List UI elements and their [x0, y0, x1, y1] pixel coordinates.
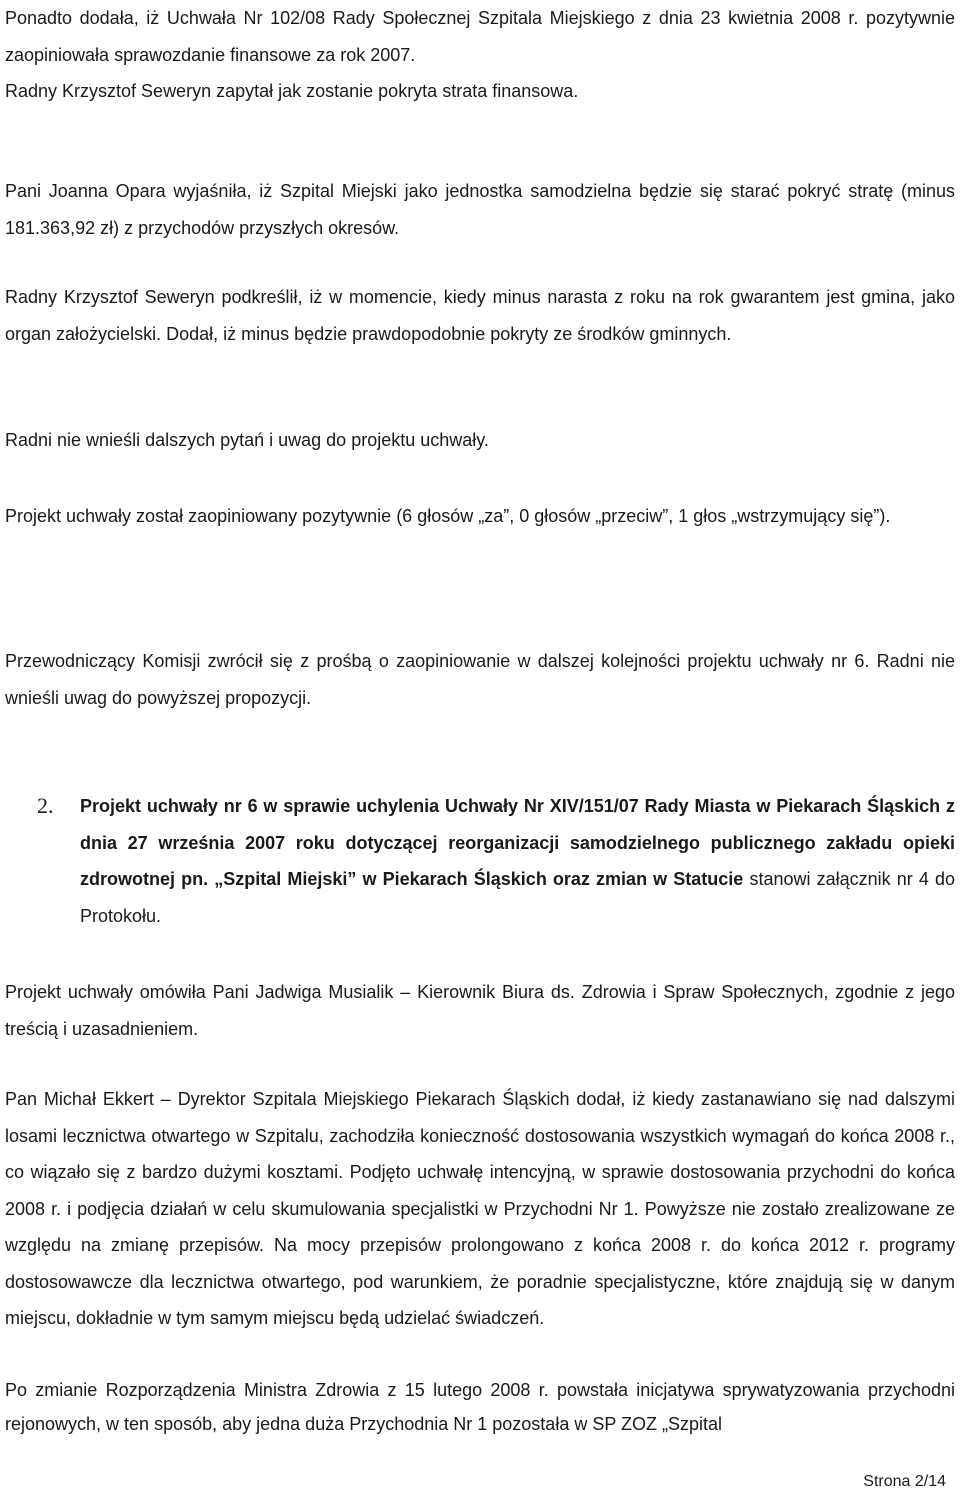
- paragraph-no-further-questions: Radni nie wnieśli dalszych pytań i uwag do projektu uchwały.: [5, 430, 489, 450]
- paragraph-chairman-request: Przewodniczący Komisji zwrócił się z prośbą o zaopiniowanie w dalszej kolejności projektu uchwały nr 6. Radni nie wnieśli uwag do powyższej propozycji.: [5, 651, 955, 708]
- agenda-item-title: Projekt uchwały nr 6 w sprawie uchylenia Uchwały Nr XIV/151/07 Rady Miasta w Piekarach Śląskich z dnia 27 września 2007 roku dotyczącej reorganizacji samodzielnego publicznego zakładu opieki zdrowotnej pn. „Szpital Miejski” w Piekarach Śląskich oraz zmian w Statucie: [80, 796, 955, 889]
- paragraph-presentation: Projekt uchwały omówiła Pani Jadwiga Musialik – Kierownik Biura ds. Zdrowia i Spraw Społecznych, zgodnie z jego treścią i uzasadnieniem.: [5, 982, 955, 1039]
- paragraph-explanation-loss: Pani Joanna Opara wyjaśniła, iż Szpital Miejski jako jednostka samodzielna będzie się starać pokryć stratę (minus 181.363,92 zł) z przychodów przyszłych okresów.: [5, 181, 955, 238]
- paragraph-director-statement: Pan Michał Ekkert – Dyrektor Szpitala Miejskiego Piekarach Śląskich dodał, iż kiedy zastanawiano się nad dalszymi losami lecznictwa otwartego w Szpitalu, zachodziła konieczność dostosowania wszystkich wymagań do końca 2008 r., co wiązało się z bardzo dużymi kosztami. Podjęto uchwałę intencyjną, w sprawie dostosowania przychodni do końca 2008 r. i podjęcia działań w celu skumulowania specjalistki w Przychodni Nr 1. Powyższe nie zostało zrealizowane ze względu na zmianę przepisów. Na mocy przepisów prolongowano z końca 2008 r. do końca 2012 r. programy dostosowawcze dla lecznictwa otwartego, pod warunkiem, że poradnie specjalistyczne, które znajdują się w danym miejscu, dokładnie w tym samym miejscu będą udzielać świadczeń.: [5, 1089, 955, 1328]
- paragraph-vote-result: Projekt uchwały został zaopiniowany pozytywnie (6 głosów „za”, 0 głosów „przeciw”, 1 głos „wstrzymujący się”).: [5, 506, 891, 526]
- paragraph-question-loss: Radny Krzysztof Seweryn zapytał jak zostanie pokryta strata finansowa.: [5, 81, 579, 101]
- paragraph-guarantor-gmina: Radny Krzysztof Seweryn podkreślił, iż w momencie, kiedy minus narasta z roku na rok gwarantem jest gmina, jako organ założycielski. Dodał, iż minus będzie prawdopodobnie pokryty ze środków gminnych.: [5, 287, 955, 344]
- paragraph-financial-report: Ponadto dodała, iż Uchwała Nr 102/08 Rady Społecznej Szpitala Miejskiego z dnia 23 kwietnia 2008 r. pozytywnie zaopiniowała sprawozdanie finansowe za rok 2007.: [5, 8, 955, 65]
- agenda-item-number: 2.: [37, 793, 54, 818]
- paragraph-regulation-change: Po zmianie Rozporządzenia Ministra Zdrowia z 15 lutego 2008 r. powstała inicjatywa sprywatyzowania przychodni rejonowych, w ten sposób, aby jedna duża Przychodnia Nr 1 pozostała w SP ZOZ „Szpital: [5, 1380, 955, 1434]
- page-number: Strona 2/14: [863, 1473, 946, 1490]
- agenda-item-attachment-note: stanowi załącznik nr 4 do Protokołu.: [80, 869, 955, 926]
- agenda-item-text: [80, 788, 955, 934]
